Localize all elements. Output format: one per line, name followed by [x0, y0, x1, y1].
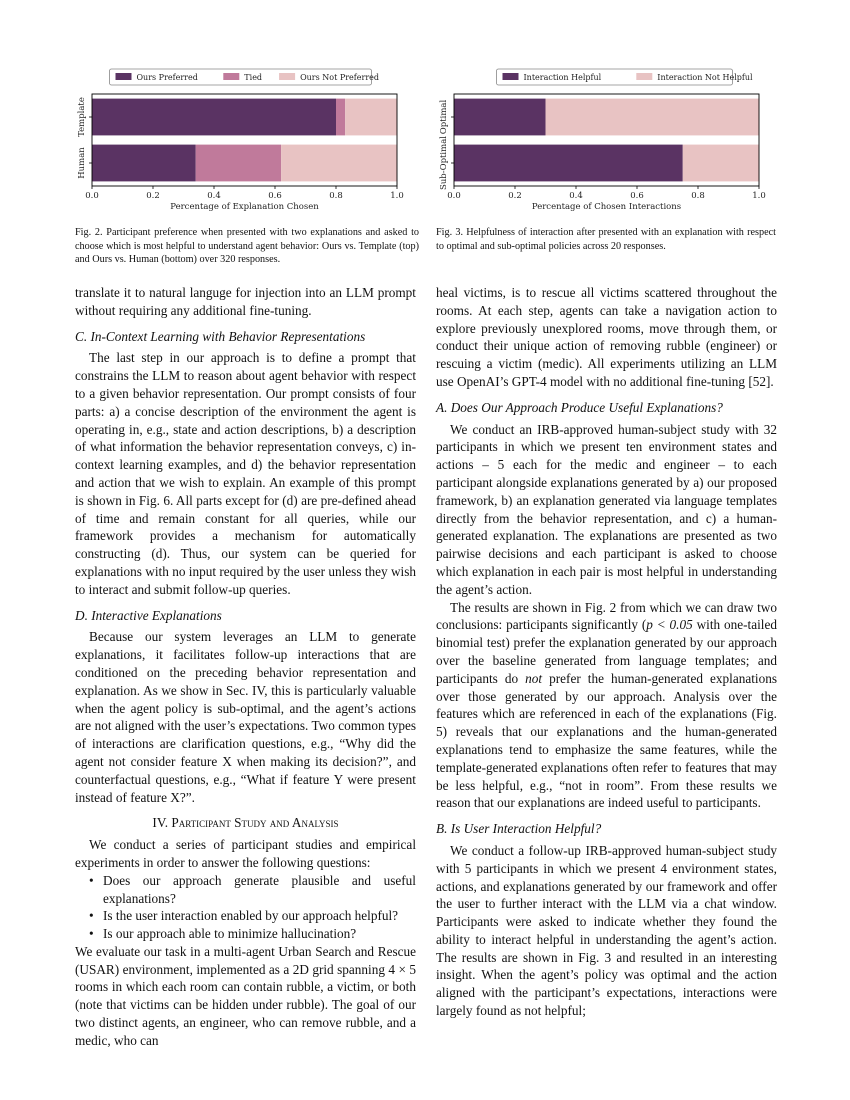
- x-tick-label: 0.2: [146, 191, 160, 201]
- legend-label: Ours Not Preferred: [300, 73, 380, 82]
- x-tick-label: 0.8: [691, 191, 705, 201]
- paragraph-continuation: translate it to natural languge for injection into an LLM prompt without requiring any additional fine-tuning.: [75, 285, 416, 318]
- bar-segment: [92, 99, 336, 136]
- x-tick-label: 0.4: [569, 191, 583, 201]
- left-column: [75, 284, 416, 1050]
- x-axis-label: Percentage of Chosen Interactions: [531, 202, 682, 212]
- fig2-chart: [70, 62, 415, 212]
- paragraph-in-context: The last step in our approach is to define a prompt that constrains the LLM to reason about agent behavior with respect to a given behavior representation. Our prompt consists of four parts: a) a concise description of the environment the agent is operating in, e.g., state and action descriptions, b) a description of what information the behavior representation conveys, c) in-context learning examples, and d) the behavior representation and action that we wish to explain. An example of this prompt is shown in Fig. 6. All parts except for (d) are pre-defined ahead of time and remain constant for all queries, while our framework provides a mechanism for automatically constructing (d). Thus, our system can be queried for explanations with no input required by the user unless they wish to interact and submit follow-up queries.: [75, 350, 416, 597]
- bar-segment: [345, 99, 397, 136]
- y-tick-label: Template: [77, 97, 87, 137]
- legend-label: Ours Preferred: [136, 73, 198, 82]
- results-text-3: prefer the human-generated explanations over those generated by our approach. Analysis over the features which are referenced in each of the explanations (Fig. 5) reveals that our explanations and the human-generated explanations tend to emphasize the same features, while the template-generated explanations often refer to features that may be less helpful, e.g., “not in room”. From these results we reason that our explanations are indeed useful to participants.: [436, 670, 778, 811]
- bar-segment: [683, 145, 759, 182]
- x-tick-label: 0.4: [207, 191, 221, 201]
- paragraph-usar: We evaluate our task in a multi-agent Urban Search and Rescue (USAR) environment, implemented as a 2D grid spanning 4 × 5 rooms in which each room can contain rubble, a victim, or both (note that victims can be hidden under rubble). The goal of our two distinct agents, an engineer, who can remove rubble, and a medic, who can: [75, 943, 416, 1048]
- right-column: [436, 284, 777, 1020]
- paragraph-study-b: We conduct a follow-up IRB-approved human-subject study with 5 participants in which we present 4 environment states, actions, and explanations generated by our framework and offer the user to further interact with the LLM via a chat window. Participants were asked to indicate whether they found the ability to interact helpful in understanding the agent’s action. The results are shown in Fig. 3 and resulted in an interesting insight. When the agent’s policy was optimal and the action aligned with the participant’s expectations, interactions were largely found as not helpful;: [436, 842, 777, 1019]
- bar-segment: [336, 99, 345, 136]
- results-text-2: with one-tailed binomial test) prefer the explanation generated by our approach over the baseline generated from language templates; and participants do: [436, 617, 777, 686]
- section-heading-c: C. In-Context Learning with Behavior Representations: [75, 328, 366, 344]
- legend-label: Tied: [244, 73, 263, 82]
- list-item: • Is our approach able to minimize hallucination?: [103, 925, 416, 943]
- legend-label: Interaction Not Helpful: [657, 73, 753, 82]
- bar-segment: [454, 145, 683, 182]
- legend-swatch: [503, 73, 519, 80]
- legend-label: Interaction Helpful: [523, 73, 602, 82]
- p-value-math: p < 0.05: [646, 617, 693, 633]
- x-tick-label: 0.8: [329, 191, 343, 201]
- section-heading-iv: IV. Participant Study and Analysis: [152, 815, 339, 831]
- x-tick-label: 0.2: [508, 191, 522, 201]
- paragraph-interactive: Because our system leverages an LLM to generate explanations, it facilitates follow-up interactions that are conditioned on the preceding behavior representation and explanation. As we show in Sec. IV, this is particularly valuable when the agent policy is sub-optimal, and the agent’s actions are not aligned with the user’s expectations. Two common types of interactions are clarification questions, e.g., “Why did the agent not consider feature X when making its decision?”, and counterfactual questions, e.g., “What if feature Y were present instead of feature X?”.: [75, 629, 416, 805]
- section-heading-b: B. Is User Interaction Helpful?: [436, 821, 602, 837]
- bar-segment: [92, 145, 196, 182]
- bar-segment: [454, 99, 546, 136]
- bar-segment: [546, 99, 760, 136]
- results-text-1: The results are shown in Fig. 2 from which we can draw two conclusions: participants significantly (: [436, 599, 777, 633]
- paragraph-study-a: We conduct an IRB-approved human-subject study with 32 participants in which we present ten environment states and actions – 5 each for the medic and engineer – to each participant alongside explanations generated by a) our proposed framework, b) an explanation generated via language templates directly from the behavior representation, and c) a human-generated explanation. The explanations are presented as two pairwise decisions and each participant is asked to choose which explanation in each pair is most helpful in understanding the agent’s action.: [436, 421, 777, 597]
- section-heading-d: D. Interactive Explanations: [75, 607, 222, 623]
- paragraph-continuation: heal victims, is to rescue all victims scattered throughout the rooms. At each step, agents can take a navigation action to explore previously unexplored rooms, move through them, or conduct their unique action of removing rubble (engineer) or rescuing a victim (medic). All experiments utilizing an LLM use OpenAI’s GPT-4 model with no additional fine-tuning [52].: [436, 285, 777, 389]
- x-tick-label: 1.0: [752, 191, 766, 201]
- y-tick-label: Sub-Optimal: [439, 135, 449, 191]
- legend-swatch: [279, 73, 295, 80]
- fig2-caption: Fig. 2. Participant preference when presented with two explanations and asked to choose which is most helpful to understand agent behavior: Ours vs. Template (top) and Ours vs. Human (bottom) over 320 responses.: [75, 227, 419, 266]
- list-item: • Is the user interaction enabled by our approach helpful?: [103, 907, 416, 925]
- x-tick-label: 0.6: [630, 191, 644, 201]
- bar-segment: [281, 145, 397, 182]
- fig3-chart: [432, 62, 777, 212]
- section-heading-a: A. Does Our Approach Produce Useful Explanations?: [436, 399, 723, 415]
- bar-segment: [196, 145, 281, 182]
- y-tick-label: Optimal: [439, 99, 449, 135]
- x-tick-label: 0.0: [447, 191, 461, 201]
- question-list: [75, 872, 416, 943]
- x-tick-label: 0.6: [268, 191, 282, 201]
- paragraph-study-intro: We conduct a series of participant studies and empirical experiments in order to answer the following questions:: [75, 837, 416, 870]
- list-item: • Does our approach generate plausible and useful explanations?: [103, 872, 416, 908]
- legend-swatch: [116, 73, 132, 80]
- paragraph-results-a: [436, 599, 777, 813]
- fig3-caption: Fig. 3. Helpfulness of interaction after presented with an explanation with respect to optimal and sub-optimal policies across 20 responses.: [436, 227, 776, 252]
- legend-swatch: [636, 73, 652, 80]
- x-tick-label: 1.0: [390, 191, 404, 201]
- x-tick-label: 0.0: [85, 191, 99, 201]
- legend-swatch: [223, 73, 239, 80]
- y-tick-label: Human: [77, 147, 87, 179]
- x-axis-label: Percentage of Explanation Chosen: [170, 202, 319, 212]
- emphasis-not: not: [525, 670, 543, 686]
